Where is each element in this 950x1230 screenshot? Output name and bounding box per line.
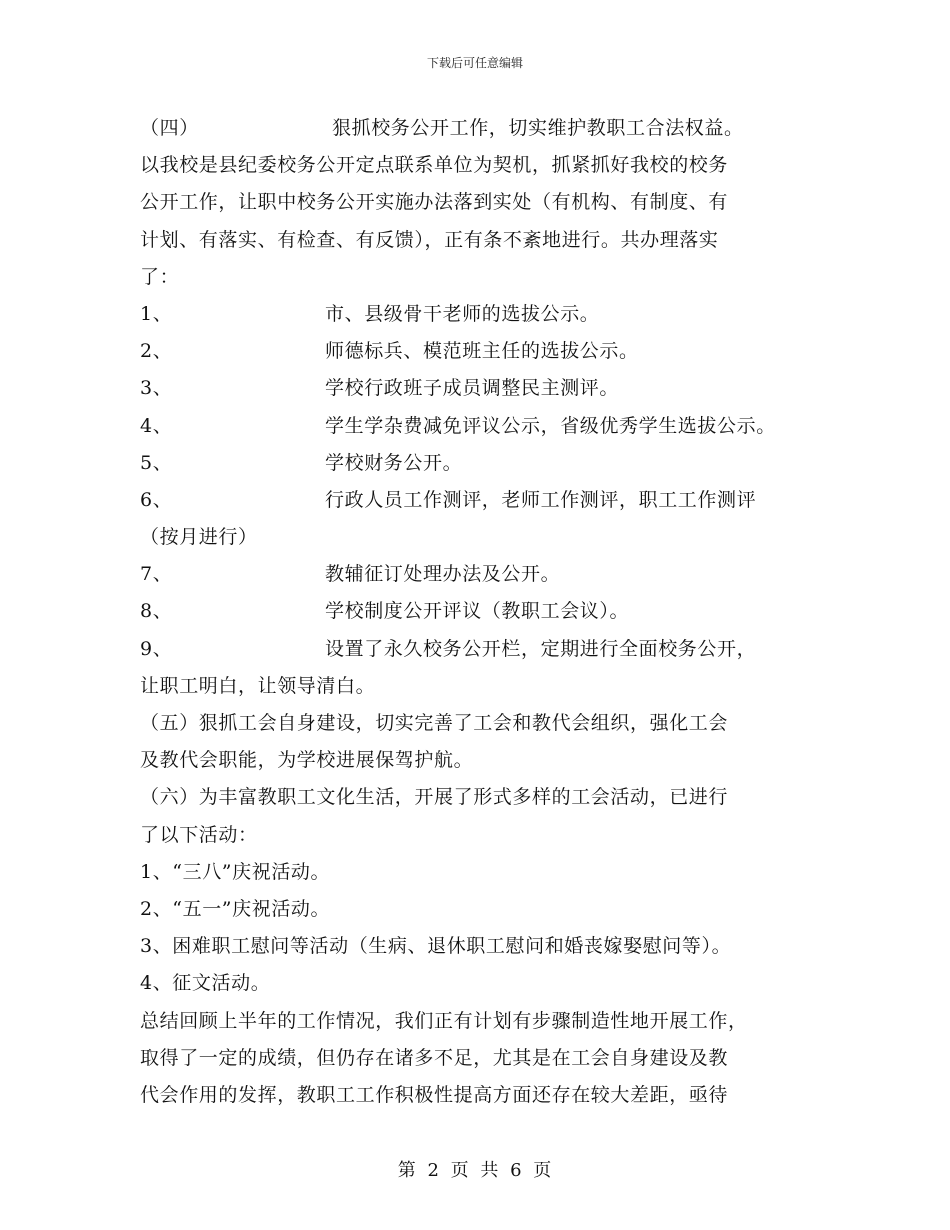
section-4-line: 计划、有落实、有检查、有反馈），正有条不紊地进行。共办理落实	[140, 228, 719, 251]
list-item-number: 7、	[140, 563, 173, 586]
list-item-text: 学校财务公开。	[325, 451, 463, 474]
page-header: 下载后可任意编辑	[426, 56, 523, 70]
section-5-line: （五）狠抓工会自身建设，切实完善了工会和教代会组织，强化工会	[140, 712, 729, 734]
activity-item: 3、困难职工慰问等活动（生病、退休职工慰问和婚丧嫁娶慰问等）。	[140, 935, 732, 958]
list-item-text: 市、县级骨干老师的选拔公示。	[325, 302, 600, 325]
section-6-line: 了以下活动：	[140, 823, 258, 846]
summary-line: 取得了一定的成绩，但仍存在诸多不足，尤其是在工会自身建设及教	[140, 1046, 729, 1069]
list-item	[140, 482, 830, 519]
list-item-text: 行政人员工作测评，老师工作测评，职工工作测评	[325, 488, 757, 511]
list-item-continuation: 让职工明白，让领导清白。	[140, 674, 376, 697]
list-item	[140, 296, 830, 333]
summary-line: 代会作用的发挥，教职工工作积极性提高方面还存在较大差距，亟待	[140, 1083, 729, 1106]
list-item-text: 学校行政班子成员调整民主测评。	[325, 377, 620, 400]
list-item	[140, 631, 830, 668]
list-item-text: 教辅征订处理办法及公开。	[325, 563, 561, 586]
list-item	[140, 370, 830, 407]
list-item	[140, 593, 830, 630]
section-4-title: 狠抓校务公开工作，切实维护教职工合法权益。	[332, 117, 744, 139]
document-body	[140, 110, 830, 1114]
list-item-text: 学生学杂费减免评议公示，省级优秀学生选拔公示。	[325, 414, 776, 437]
list-item	[140, 333, 830, 370]
list-item-text: 师德标兵、模范班主任的选拔公示。	[325, 340, 639, 363]
list-item-number: 5、	[140, 451, 173, 474]
activity-item: 1、“三八”庆祝活动。	[140, 860, 331, 883]
list-item-continuation: （按月进行）	[140, 526, 258, 549]
list-item	[140, 556, 830, 593]
section-4-line: 公开工作，让职中校务公开实施办法落到实处（有机构、有制度、有	[140, 191, 729, 214]
list-item-number: 8、	[140, 600, 173, 623]
page-footer: 第 2 页 共 6 页	[397, 1160, 553, 1181]
list-item	[140, 408, 830, 445]
section-4-line: 以我校是县纪委校务公开定点联系单位为契机，抓紧抓好我校的校务	[140, 154, 729, 177]
summary-line: 总结回顾上半年的工作情况，我们正有计划有步骤制造性地开展工作，	[140, 1009, 748, 1032]
list-item-number: 2、	[140, 340, 173, 363]
section-4-line: 了：	[140, 265, 180, 288]
list-item-text: 设置了永久校务公开栏，定期进行全面校务公开，	[325, 637, 757, 660]
list-item	[140, 445, 830, 482]
activity-item: 4、征文活动。	[140, 972, 271, 995]
list-item-number: 6、	[140, 488, 173, 511]
activity-item: 2、“五一”庆祝活动。	[140, 897, 331, 920]
list-item-number: 1、	[140, 302, 173, 325]
section-4-label: （四）	[140, 117, 199, 139]
list-item-number: 3、	[140, 377, 173, 400]
section-6-line: （六）为丰富教职工文化生活，开展了形式多样的工会活动，已进行	[140, 786, 729, 809]
list-item-number: 9、	[140, 637, 173, 660]
list-item-text: 学校制度公开评议（教职工会议）。	[325, 600, 630, 623]
section-5-line: 及教代会职能，为学校进展保驾护航。	[140, 749, 474, 772]
section-4-heading	[140, 110, 830, 147]
list-item-number: 4、	[140, 414, 173, 437]
